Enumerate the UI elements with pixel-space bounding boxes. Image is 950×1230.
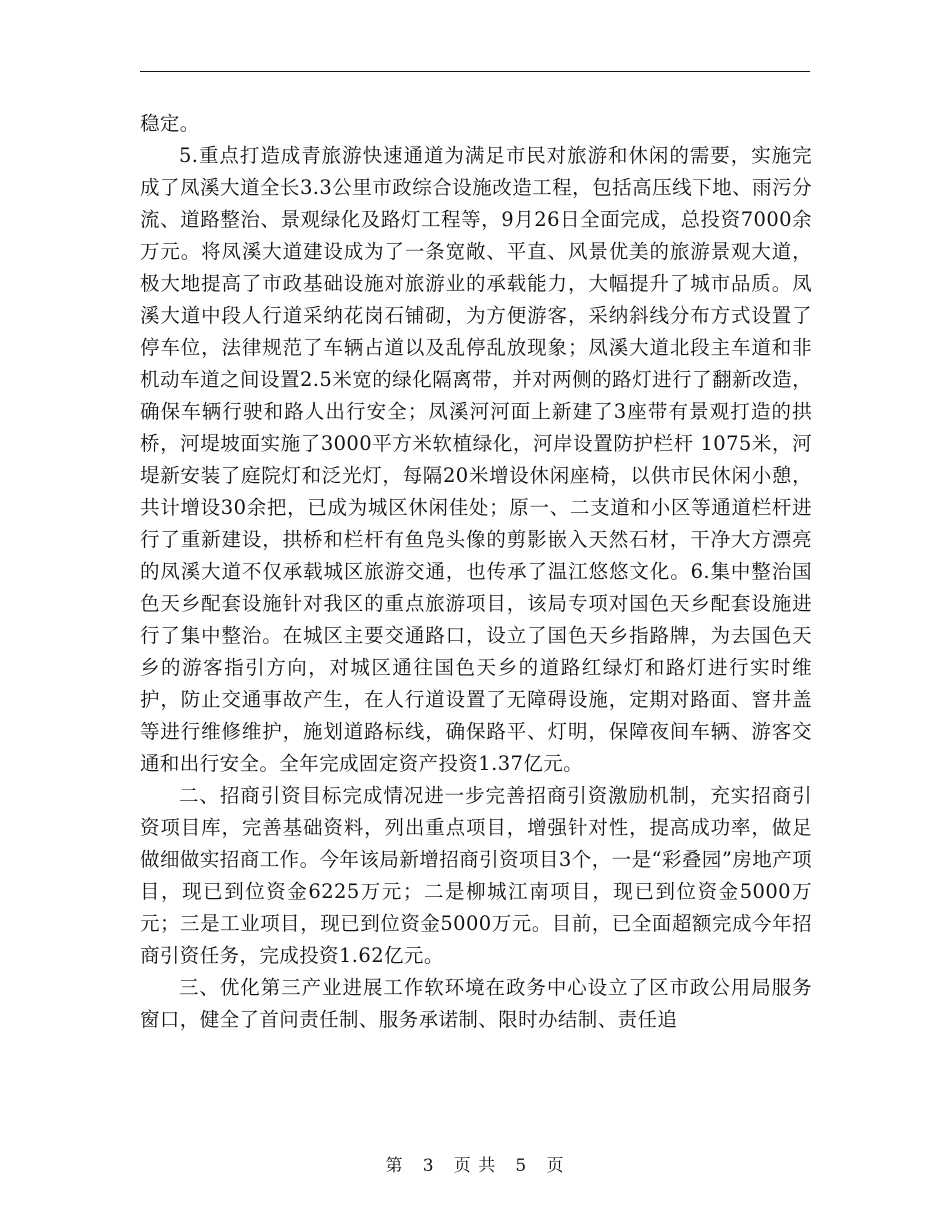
footer-suffix: 页 [546,1156,565,1176]
paragraph-investment: 二、招商引资目标完成情况进一步完善招商引资激励机制，充实招商引资项目库，完善基础资料，列出重点项目，增强针对性，提高成功率，做足做细做实招商工作。今年该局新增招商引资项目3个，一是“彩叠园”房地产项目，现已到位资金6225万元；二是柳城江南项目，现已到位资金5000万元；三是工业项目，现已到位资金5000万元。目前，已全面超额完成今年招商引资任务，完成投资1.62亿元。 [140,784,812,967]
document-body [140,108,812,1036]
footer-prefix: 第 [385,1156,404,1176]
paragraph-service-environment: 三、优化第三产业进展工作软环境在政务中心设立了区市政公用局服务窗口，健全了首问责任制、服务承诺制、限时办结制、责任追 [140,976,812,1031]
footer-mid: 页 共 [453,1156,497,1176]
paragraph-continuation: 稳定。 [140,112,200,135]
paragraph-tourism-road: 5.重点打造成青旅游快速通道为满足市民对旅游和休闲的需要，实施完成了凤溪大道全长3.3公里市政综合设施改造工程，包括高压线下地、雨污分流、道路整治、景观绿化及路灯工程等，9月26日全面完成，总投资7000余万元。将凤溪大道建设成为了一条宽敞、平直、风景优美的旅游景观大道，极大地提高了市政基础设施对旅游业的承载能力，大幅提升了城市品质。凤溪大道中段人行道采纳花岗石铺砌，为方便游客，采纳斜线分布方式设置了停车位，法律规范了车辆占道以及乱停乱放现象；凤溪大道北段主车道和非机动车道之间设置2.5米宽的绿化隔离带，并对两侧的路灯进行了翻新改造，确保车辆行驶和路人出行安全；凤溪河河面上新建了3座带有景观打造的拱桥，河堤坡面实施了3000平方米软植绿化，河岸设置防护栏杆 1075米，河堤新安装了庭院灯和泛光灯，每隔20米增设休闲座椅，以供市民休闲小憩，共计增设30余把，已成为城区休闲佳处；原一、二支道和小区等通道栏杆进行了重新建设，拱桥和栏杆有鱼凫头像的剪影嵌入天然石材，干净大方漂亮的凤溪大道不仅承载城区旅游交通，也传承了温江悠悠文化。6.集中整治国色天乡配套设施针对我区的重点旅游项目，该局专项对国色天乡配套设施进行了集中整治。在城区主要交通路口，设立了国色天乡指路牌，为去国色天乡的游客指引方向，对城区通往国色天乡的道路红绿灯和路灯进行实时维护，防止交通事故产生，在人行道设置了无障碍设施，定期对路面、窨井盖等进行维修维护，施划道路标线，确保路平、灯明，保障夜间车辆、游客交通和出行安全。全年完成固定资产投资1.37亿元。 [140,144,812,775]
total-pages-number: 5 [515,1156,528,1176]
page-footer [0,1151,950,1176]
current-page-number: 3 [422,1156,435,1176]
header-rule [140,71,810,72]
